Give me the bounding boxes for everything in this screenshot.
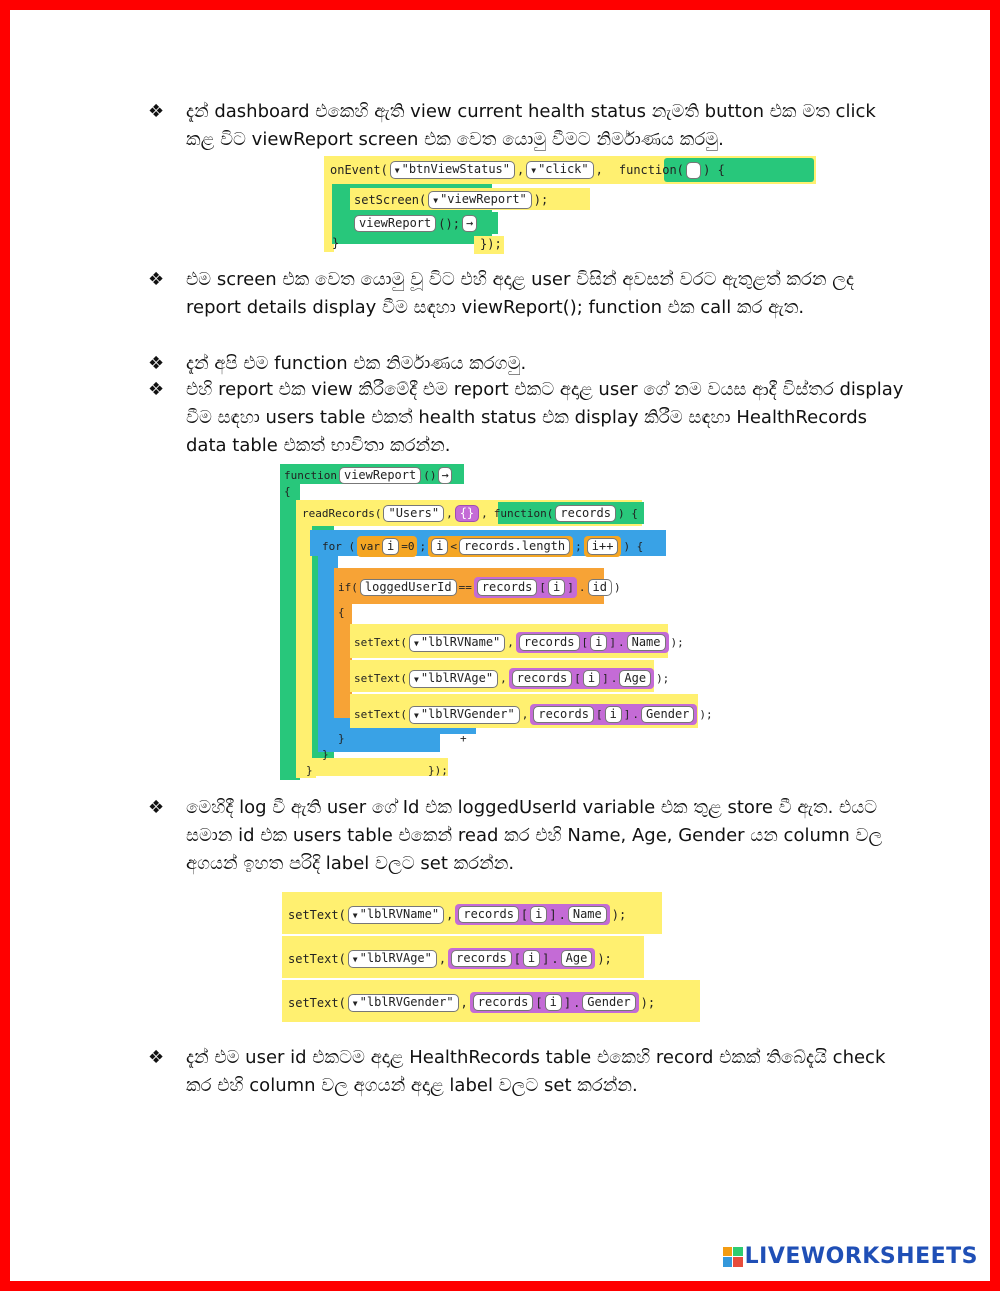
table-name-pill[interactable]: "Users" — [383, 505, 444, 522]
screen-name-pill[interactable]: ▼ "viewReport" — [428, 191, 532, 209]
dropdown-icon: ▼ — [352, 998, 358, 1008]
instruction-bullet-5 — [148, 794, 908, 878]
settext-age-line: setText( ▼ "lblRVAge" , records [ i ] . Age ); — [288, 948, 612, 969]
instruction-bullet-6 — [148, 1044, 908, 1100]
instruction-bullet-1 — [148, 98, 908, 154]
dropdown-icon: ▼ — [413, 674, 419, 684]
dropdown-icon: ▼ — [394, 166, 400, 175]
logo-text: LIVEWORKSHEETS — [744, 1244, 978, 1269]
callback-param-pill[interactable]: records — [555, 505, 616, 522]
function-decl-line: function viewReport () → — [284, 467, 452, 484]
code-block-viewreport: function viewReport () → { readRecords( "Users" , {} , function( records ) { for ( var i =0 ; i < records.length ; i++ ) { if( loggedUserId == records [ i ] . id ) { setText( ▼ "lblRVName" , records [ i ] . Name ); setText( ▼ "lblRVAge" , records [ i ] . Age ); setText( ▼ "lblRVGender" , records [ i ] . Gender ); } + } } }); — [280, 464, 700, 782]
dropdown-icon: ▼ — [433, 196, 439, 205]
instruction-text: දැන් dashboard එකෙහි ඇති view current health status නැමති button එක මත click කළ විට viewReport screen එක වෙත යොමු වීමට නිර්මාණය කරමු. — [186, 101, 876, 150]
diamond-bullet-icon: ❖ — [148, 269, 165, 290]
for-loop-line: for ( var i =0 ; i < records.length ; i++ ) { — [322, 536, 643, 557]
settext-gender-line: setText( ▼ "lblRVGender" , records [ i ] . Gender ); — [288, 992, 655, 1013]
diamond-bullet-icon: ❖ — [148, 1047, 165, 1068]
dropdown-icon: ▼ — [413, 710, 419, 720]
readrecords-line: readRecords( "Users" , {} , function( records ) { — [302, 506, 638, 520]
element-id-pill[interactable]: ▼ "btnViewStatus" — [390, 161, 515, 179]
instruction-bullet-4 — [148, 376, 908, 460]
function-name-pill[interactable]: viewReport — [339, 467, 421, 484]
onevent-line: onEvent( ▼ "btnViewStatus" , ▼ "click" , function( ) { — [330, 162, 725, 177]
instruction-text: එම screen එක වෙත යොමු වූ විට එහි අදාළ user විසින් අවසන් වරට ඇතුළත් කරන ලද report details display වීම සඳහා viewReport(); function එක call කර ඇත. — [186, 269, 854, 318]
diamond-bullet-icon: ❖ — [148, 101, 165, 122]
param-pill — [686, 162, 701, 179]
instruction-text: දැන් අපි එම function එක නිර්මාණය කරගමු. — [186, 353, 527, 374]
settext-age-line: setText( ▼ "lblRVAge" , records [ i ] . Age ); — [354, 668, 669, 689]
if-line: if( loggedUserId == records [ i ] . id ) — [338, 577, 621, 598]
dropdown-icon: ▼ — [413, 638, 419, 648]
diamond-bullet-icon: ❖ — [148, 379, 165, 400]
code-block-settext — [282, 892, 700, 1026]
liveworksheets-logo — [723, 1244, 978, 1269]
instruction-bullet-3 — [148, 350, 908, 378]
instruction-text: මෙහිදී log වී ඇති user ගේ Id එක loggedUserId variable එක තුළ store වී ඇත. එයට සමාන id එක users table එකෙන් read කර එහි Name, Age, Gender යන column වල අගයන් ඉහත පරිදි label වලට set කරන්න. — [186, 797, 883, 874]
code-block-onevent — [324, 156, 816, 256]
logo-mark-icon — [723, 1247, 743, 1267]
event-type-pill[interactable]: ▼ "click" — [526, 161, 593, 179]
diamond-bullet-icon: ❖ — [148, 797, 165, 818]
function-name-pill[interactable]: viewReport — [354, 215, 436, 232]
dropdown-icon: ▼ — [352, 910, 358, 920]
settext-name-line: setText( ▼ "lblRVName" , records [ i ] . Name ); — [354, 632, 684, 653]
viewreport-call-line: viewReport (); → — [354, 215, 477, 232]
arrow-icon: → — [462, 215, 477, 232]
closing-paren: }); — [480, 237, 502, 251]
settext-name-line: setText( ▼ "lblRVName" , records [ i ] . Name ); — [288, 904, 626, 925]
instruction-text: එහි report එක view කිරීමේදී එම report එකට අදාළ user ගේ නම වයස ආදී විස්තර display වීම සඳහා users table එකත් health status එක display කිරීම සඳහා HealthRecords data table එකත් භාවිතා කරන්න. — [186, 379, 904, 456]
dropdown-icon: ▼ — [352, 954, 358, 964]
plus-icon: + — [460, 732, 467, 745]
instruction-bullet-2 — [148, 266, 908, 322]
arrow-icon: → — [438, 467, 451, 484]
diamond-bullet-icon: ❖ — [148, 353, 165, 374]
closing-brace: } — [332, 236, 340, 250]
settext-gender-line: setText( ▼ "lblRVGender" , records [ i ] . Gender ); — [354, 704, 713, 725]
setscreen-line: setScreen( ▼ "viewReport" ); — [354, 192, 549, 207]
instruction-text: දැන් එම user id එකටම අදාළ HealthRecords table එකෙහි record එකක් තිබේදැයි check කර එහි column වල අගයන් අදාළ label වලට set කරන්න. — [186, 1047, 886, 1096]
dropdown-icon: ▼ — [531, 166, 537, 175]
